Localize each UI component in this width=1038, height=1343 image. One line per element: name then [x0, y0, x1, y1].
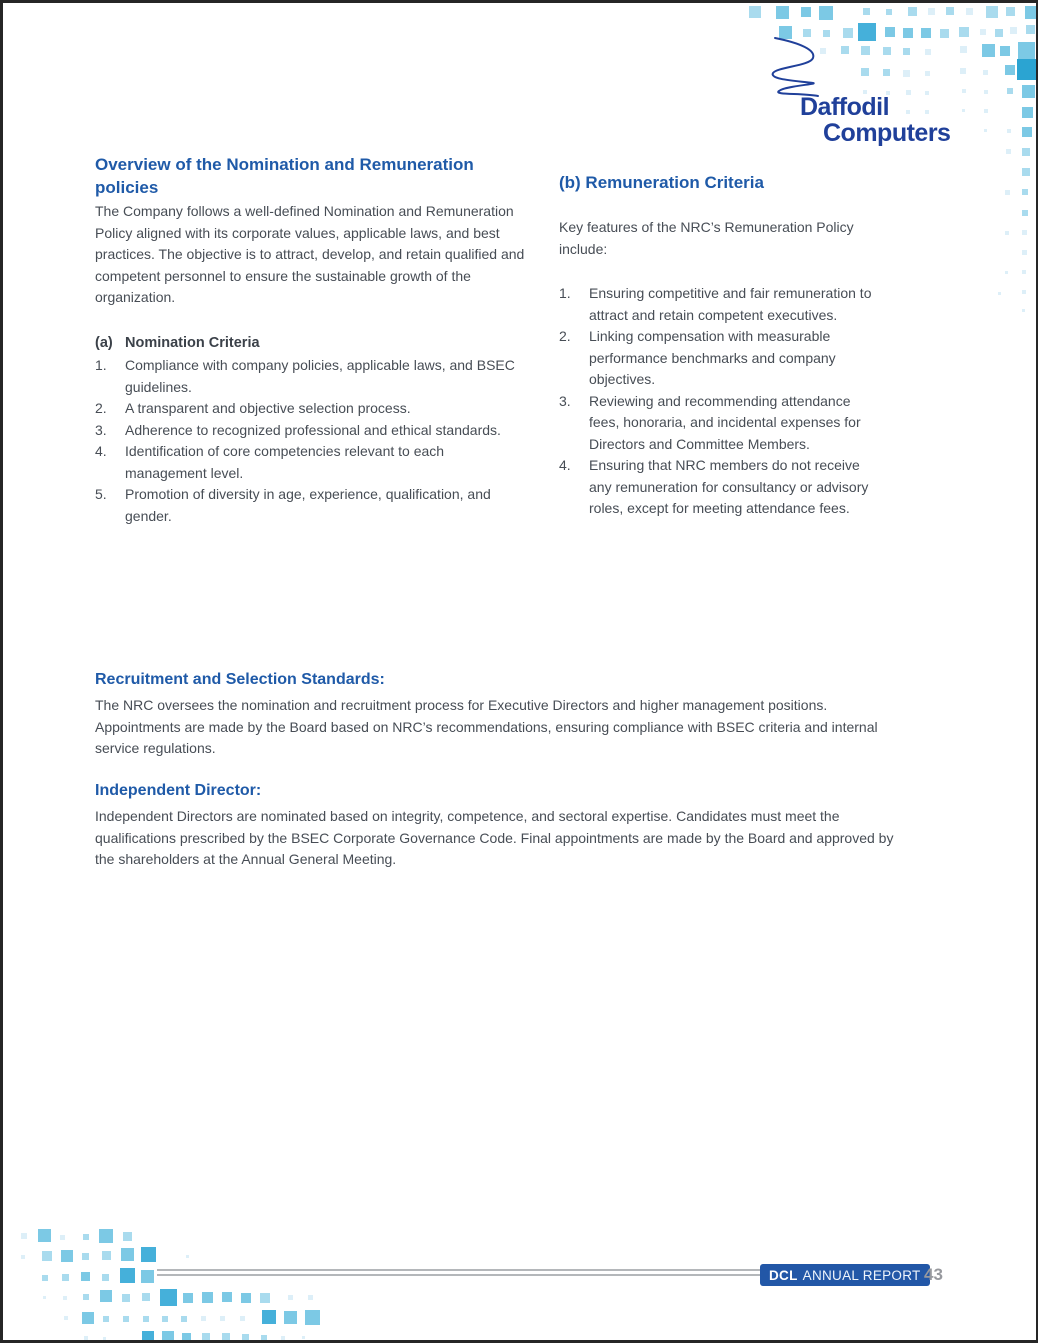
deco-square [81, 1272, 90, 1281]
list-item [95, 441, 520, 484]
deco-square [960, 46, 967, 53]
deco-square [182, 1333, 191, 1342]
deco-square [906, 110, 910, 114]
deco-square [61, 1250, 73, 1262]
deco-square [1022, 168, 1030, 176]
deco-square [1006, 7, 1015, 16]
deco-square [82, 1253, 89, 1260]
deco-square [940, 29, 949, 38]
nomination-criteria-title [95, 333, 260, 354]
deco-square [984, 90, 988, 94]
deco-square [64, 1316, 68, 1320]
deco-square [1022, 189, 1028, 195]
deco-square [220, 1316, 225, 1321]
list-item-text: Promotion of diversity in age, experience, qualification, and gender. [125, 486, 491, 524]
list-title-marker: (a) [95, 335, 113, 351]
deco-square [43, 1296, 46, 1299]
deco-square [1022, 107, 1033, 118]
deco-square [186, 1255, 189, 1258]
deco-square [302, 1336, 305, 1339]
nomination-criteria-list [95, 355, 520, 527]
deco-square [60, 1235, 65, 1240]
deco-square [162, 1331, 174, 1343]
overview-heading: Overview of the Nomination and Remuneration policies [95, 155, 474, 197]
deco-square [1022, 290, 1026, 294]
deco-square [983, 70, 988, 75]
footer-report-label: ANNUAL REPORT [802, 1267, 921, 1283]
remuneration-heading: (b) Remuneration Criteria [559, 173, 764, 192]
deco-square [1017, 59, 1038, 80]
deco-square [202, 1333, 210, 1341]
deco-square [984, 129, 987, 132]
deco-square [42, 1275, 48, 1281]
deco-square [982, 44, 995, 57]
deco-square [883, 69, 890, 76]
deco-square [1022, 148, 1030, 156]
deco-square [201, 1316, 206, 1321]
list-item-number: 3. [95, 421, 107, 438]
deco-square [1005, 271, 1008, 274]
deco-square [819, 6, 833, 20]
deco-square [925, 110, 929, 114]
page-number: 43 [924, 1265, 943, 1284]
recruitment-standards-heading: Recruitment and Selection Standards: [95, 671, 385, 688]
deco-square [1022, 85, 1035, 98]
deco-square [925, 49, 931, 55]
deco-square [281, 1336, 285, 1340]
list-item-number: 2. [95, 400, 107, 416]
deco-square [925, 91, 929, 95]
deco-square [84, 1336, 88, 1340]
deco-square [242, 1334, 249, 1341]
deco-square [141, 1247, 156, 1262]
deco-square [120, 1268, 135, 1283]
deco-square [980, 29, 986, 35]
deco-square [21, 1255, 25, 1259]
deco-square [102, 1251, 111, 1260]
deco-square [1022, 230, 1027, 235]
deco-square [99, 1229, 113, 1243]
list-item-text: A transparent and objective selection process. [125, 400, 411, 416]
list-title-text: Nomination Criteria [125, 335, 260, 351]
deco-square [183, 1293, 193, 1303]
deco-square [1026, 25, 1035, 34]
logo-text-daffodil: Daffodil [800, 93, 890, 121]
deco-square [143, 1316, 149, 1322]
deco-square [886, 9, 892, 15]
deco-square [1022, 127, 1032, 137]
deco-square [83, 1294, 89, 1300]
deco-square [288, 1295, 293, 1300]
deco-square [1007, 129, 1011, 133]
list-item [559, 455, 899, 520]
deco-square [1022, 250, 1027, 255]
deco-square [959, 27, 969, 37]
list-item [95, 355, 520, 398]
deco-square [962, 109, 965, 112]
deco-square [262, 1310, 276, 1324]
list-item-text: Linking compensation with measurable performance benchmarks and company objectives. [589, 328, 836, 387]
deco-square [903, 70, 910, 77]
deco-square [984, 109, 988, 113]
deco-square [776, 6, 789, 19]
list-item [559, 326, 899, 391]
deco-square [122, 1294, 130, 1302]
footer-report-badge [760, 1264, 930, 1286]
deco-square [946, 7, 954, 15]
deco-square [861, 68, 869, 76]
deco-square [241, 1293, 251, 1303]
deco-square [123, 1316, 129, 1322]
footer-double-rule [157, 1269, 773, 1276]
deco-square [1022, 270, 1026, 274]
deco-square [284, 1311, 297, 1324]
remuneration-criteria-list [559, 283, 899, 520]
deco-square [102, 1274, 109, 1281]
deco-square [885, 27, 895, 37]
list-item-text: Ensuring that NRC members do not receive any remuneration for consultancy or advisory roles, except for meeting attendance fees. [589, 457, 869, 516]
recruitment-standards-paragraph: The NRC oversees the nomination and recruitment process for Executive Directors and higher management positions. Appointments are made by the Board based on NRC’s recommendations, ensuring compliance with BSEC criteria and internal service regulations. [95, 697, 878, 756]
deco-square [42, 1251, 52, 1261]
deco-square [861, 46, 870, 55]
list-item-number: 3. [559, 392, 571, 409]
list-item [95, 484, 520, 527]
deco-square [1018, 42, 1035, 59]
deco-square [960, 68, 966, 74]
deco-square [906, 90, 911, 95]
deco-square [21, 1233, 27, 1239]
deco-square [1022, 309, 1025, 312]
deco-square [103, 1337, 106, 1340]
deco-square [82, 1312, 94, 1324]
list-item [95, 398, 520, 420]
deco-square [863, 8, 870, 15]
list-item-number: 1. [95, 357, 107, 373]
independent-director-paragraph: Independent Directors are nominated based on integrity, competence, and sectoral expertise. Candidates must meet the qualifications prescribed by the BSEC Corporate Governance Code. Final appointments are made by the Board and approved by the shareholders at the Annual General Meeting. [95, 808, 894, 867]
deco-square [962, 89, 966, 93]
list-item-text: Ensuring competitive and fair remuneration to attract and retain competent executives. [589, 285, 872, 323]
deco-square [308, 1295, 313, 1300]
deco-square [908, 7, 917, 16]
deco-square [1000, 46, 1010, 56]
deco-square [142, 1293, 150, 1301]
deco-square [998, 292, 1001, 295]
list-item-number: 2. [559, 328, 571, 344]
list-item-text: Compliance with company policies, applicable laws, and BSEC guidelines. [125, 357, 515, 395]
footer-brand-abbrev: DCL [769, 1267, 798, 1283]
deco-square [749, 6, 761, 18]
deco-square [202, 1292, 213, 1303]
list-item [95, 420, 520, 442]
list-item-number: 4. [95, 443, 107, 459]
deco-square [925, 71, 930, 76]
independent-director-heading: Independent Director: [95, 782, 262, 799]
deco-square [160, 1289, 177, 1306]
deco-square [222, 1333, 230, 1341]
deco-square [966, 8, 973, 15]
deco-square [883, 47, 891, 55]
list-item [559, 391, 899, 456]
deco-square [921, 28, 931, 38]
deco-square [1005, 65, 1015, 75]
deco-square [986, 6, 998, 18]
deco-square [1006, 149, 1011, 154]
list-item-number: 1. [559, 285, 571, 301]
deco-square [240, 1316, 245, 1321]
deco-square [928, 8, 935, 15]
list-item-text: Reviewing and recommending attendance fees, honoraria, and incidental expenses for Directors and Committee Members. [589, 392, 861, 452]
deco-square [858, 23, 876, 41]
deco-square [100, 1290, 112, 1302]
deco-square [1007, 88, 1013, 94]
list-item-number: 5. [95, 486, 107, 502]
deco-square [63, 1296, 67, 1300]
deco-square [123, 1232, 132, 1241]
deco-square [162, 1316, 168, 1322]
deco-square [903, 48, 910, 55]
deco-square [1010, 27, 1017, 34]
remuneration-intro: Key features of the NRC’s Remuneration Policy include: [559, 219, 854, 257]
list-item-number: 4. [559, 457, 571, 473]
deco-square [62, 1274, 69, 1281]
deco-square [38, 1229, 51, 1242]
deco-square [1005, 190, 1010, 195]
logo-text-computers: Computers [823, 119, 951, 147]
deco-square [995, 29, 1003, 37]
deco-square [222, 1292, 232, 1302]
deco-square [181, 1316, 187, 1322]
deco-square [1025, 6, 1038, 19]
deco-square [103, 1316, 109, 1322]
deco-square [83, 1234, 89, 1240]
deco-square [261, 1335, 267, 1341]
deco-square [1005, 231, 1009, 235]
deco-square [305, 1310, 320, 1325]
deco-square [141, 1270, 154, 1283]
deco-square [121, 1248, 134, 1261]
list-item [559, 283, 899, 326]
deco-square [1022, 210, 1028, 216]
overview-paragraph: The Company follows a well-defined Nomination and Remuneration Policy aligned with its corporate values, applicable laws, and best practices. The objective is to attract, develop, and retain qualified and competent personnel to ensure the sustainable growth of the organization. [95, 203, 525, 305]
deco-square [903, 28, 913, 38]
list-item-text: Adherence to recognized professional and ethical standards. [125, 421, 501, 438]
deco-square [260, 1293, 270, 1303]
list-item-text: Identification of core competencies relevant to each management level. [125, 443, 445, 481]
deco-square [142, 1331, 154, 1343]
deco-square [801, 7, 811, 17]
